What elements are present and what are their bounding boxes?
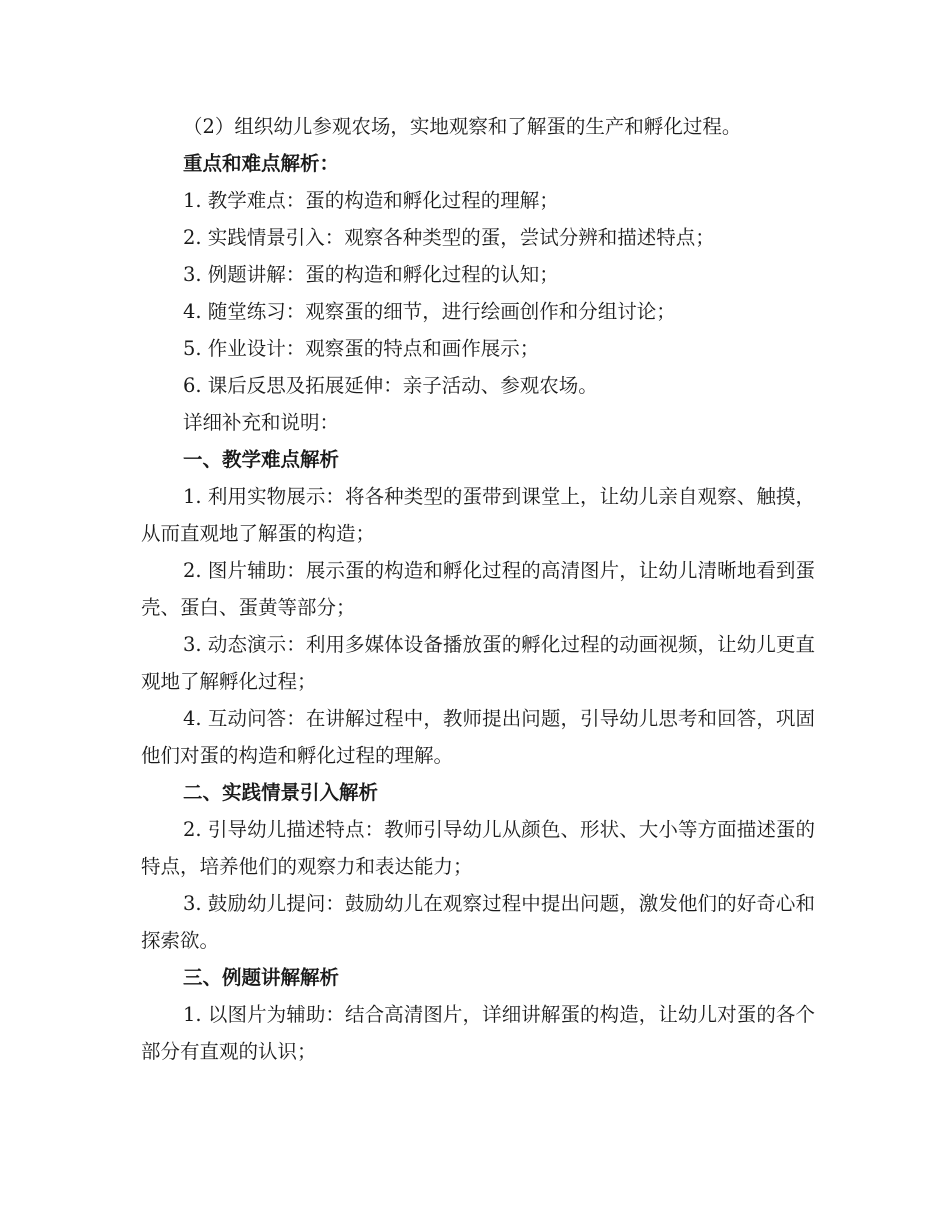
supplement-label: 详细补充和说明： — [183, 411, 340, 434]
section-heading-2: 二、实践情景引入解析 — [183, 781, 379, 804]
section2-paragraph-2: 3. 鼓励幼儿提问：鼓励幼儿在观察过程中提出问题，激发他们的好奇心和探索欲。 — [141, 892, 815, 952]
section1-paragraph-2: 2. 图片辅助：展示蛋的构造和孵化过程的高清图片，让幼儿清晰地看到蛋壳、蛋白、蛋黄等部分； — [141, 559, 815, 619]
key-item-2: 2. 实践情景引入：观察各种类型的蛋，尝试分辨和描述特点； — [183, 226, 715, 249]
key-item-1: 1. 教学难点：蛋的构造和孵化过程的理解； — [183, 189, 559, 212]
key-item-6: 6. 课后反思及拓展延伸：亲子活动、参观农场。 — [183, 374, 598, 397]
section-heading-1: 一、教学难点解析 — [183, 448, 340, 471]
section-heading-3: 三、例题讲解解析 — [183, 966, 340, 989]
section2-paragraph-1: 2. 引导幼儿描述特点：教师引导幼儿从颜色、形状、大小等方面描述蛋的特点，培养他们的观察力和表达能力； — [141, 818, 815, 878]
key-item-4: 4. 随堂练习：观察蛋的细节，进行绘画创作和分组讨论； — [183, 300, 676, 323]
section1-paragraph-4: 4. 互动问答：在讲解过程中，教师提出问题，引导幼儿思考和回答，巩固他们对蛋的构造和孵化过程的理解。 — [141, 707, 815, 767]
intro-line: （2）组织幼儿参观农场，实地观察和了解蛋的生产和孵化过程。 — [183, 115, 742, 138]
key-item-3: 3. 例题讲解：蛋的构造和孵化过程的认知； — [183, 263, 559, 286]
key-item-5: 5. 作业设计：观察蛋的特点和画作展示； — [183, 337, 540, 360]
document-body — [141, 108, 815, 1070]
section3-paragraph-1: 1. 以图片为辅助：结合高清图片，详细讲解蛋的构造，让幼儿对蛋的各个部分有直观的认识； — [141, 1003, 815, 1063]
section1-paragraph-1: 1. 利用实物展示：将各种类型的蛋带到课堂上，让幼儿亲自观察、触摸，从而直观地了解蛋的构造； — [141, 485, 815, 545]
key-points-heading: 重点和难点解析： — [183, 152, 340, 175]
section1-paragraph-3: 3. 动态演示：利用多媒体设备播放蛋的孵化过程的动画视频，让幼儿更直观地了解孵化过程； — [141, 633, 815, 693]
